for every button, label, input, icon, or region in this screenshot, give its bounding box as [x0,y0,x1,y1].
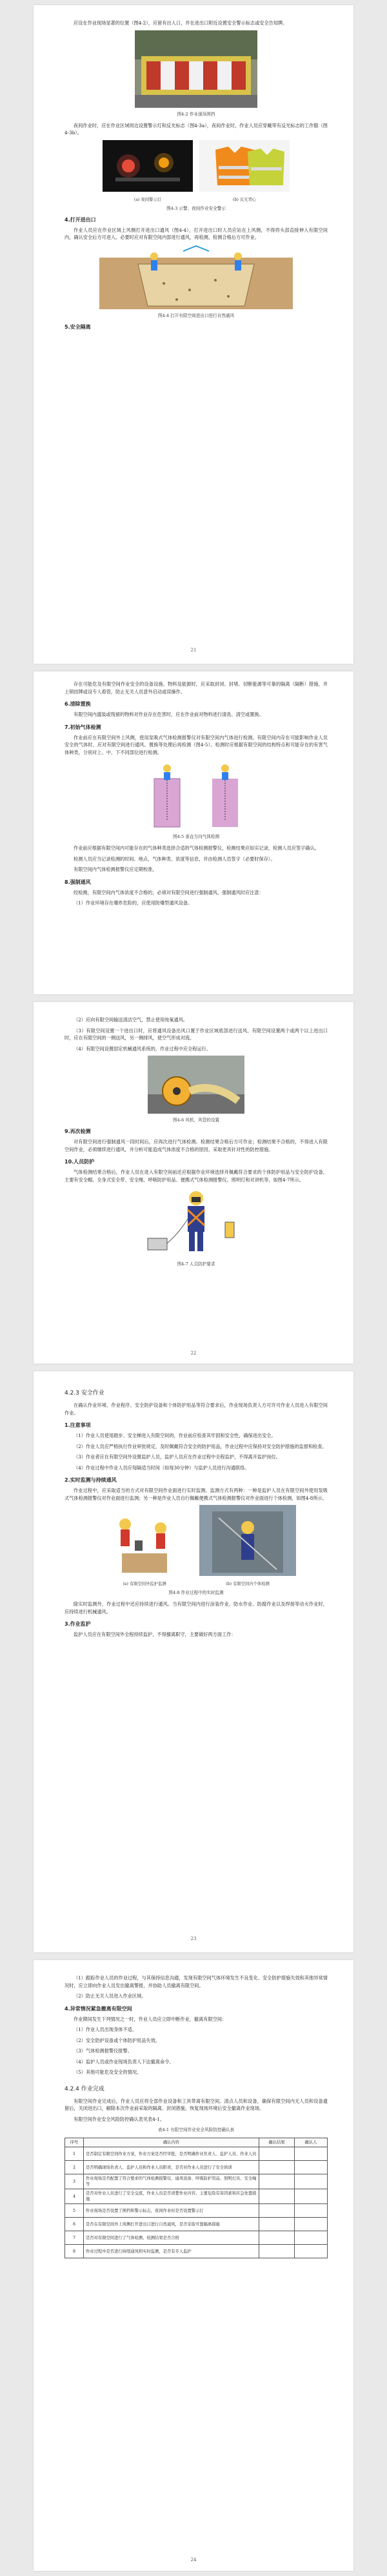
open-manhole-diagram [99,245,293,309]
table-header: 序号 [65,2138,84,2147]
table-cell: 2 [65,2161,84,2174]
paragraph: 有限空间内气体检测报警仪应定期校准， [74,866,157,872]
table-cell: 是否对作业人员进行了安全交底，作业人员是否清楚作业内容、主要危险有害因素和应急处置措施 [84,2189,259,2204]
outside-monitoring-illustration [96,1505,193,1576]
table-header: 确认结果 [259,2138,295,2147]
paragraph: （3）气体检测报警仪报警。 [74,2048,132,2054]
subfigure-label: (b) 反光背心 [232,197,257,202]
paragraph: 作业人员应在作业区域上风侧打开进出口通风（图4-4），打开进出口时人员应站在上风侧，不得将头部直接伸入有限空间内，确认安全后方可进入。必要时应对有限空间内部进行通风，再检测，检测合格后方可作业。 [64,227,328,240]
table-row [65,2189,328,2204]
table-cell[interactable] [295,2189,328,2204]
paragraph: （3）作业者应在有限空间外设置监护人员，监护人员应在作业过程中全程监护，不得离开监护岗位。 [74,1454,281,1460]
fan-duct-photo [148,1056,244,1114]
paragraph: （1）作业环境存在爆炸危险的，应使用防爆型通风设备。 [74,900,193,906]
subfigure-label: (a) 夜间警示灯 [134,197,162,202]
paragraph: （4）监护人员或作业现场负责人下达撤离命令。 [74,2058,174,2065]
paragraph: （2）应向有限空间输送清洁空气，禁止使用纯氧通风。 [74,1017,188,1023]
page-number: 21 [190,648,197,653]
table-cell: 3 [65,2174,84,2189]
paragraph: 夜间作业时，应在作业区域周边设置警示灯和反光标志（图4-3a），夜间作业时，作业人员应穿戴带有反光标志的工作服（图4-3b）。 [64,122,328,136]
page-4 [34,1960,353,2571]
page-1-continued [34,671,353,994]
table-cell: 是否对有限空间进行了气体检测，检测结果是否合格 [84,2231,259,2245]
confirmation-table [64,2138,328,2258]
table-cell: 1 [65,2147,84,2161]
figure-caption: 图4-8 作业过程中的实时监测 [168,1590,224,1595]
heading: 7.初始气体检测 [64,724,101,730]
table-cell[interactable] [259,2189,295,2204]
figure-gas-detection [64,759,328,830]
table-cell[interactable] [295,2204,328,2218]
paragraph: 监护人员应在有限空间外全程持续监护，不得擅离职守，主要做好两方面工作： [74,1631,236,1637]
table-cell: 作业过程中是否进行持续通风和实时监测，是否有专人监护 [84,2245,259,2258]
paragraph: （1）跟踪作业人员的作业过程，与其保持信息沟通，发现有限空间气体环境发生不良变化、安全防护措施失效和其他异常情况时，应立即向作业人员发出撤离警报，并协助人员撤离有限空间。 [64,1975,328,1988]
table-cell[interactable] [295,2161,328,2174]
vertical-gas-detection-illustration [141,759,251,830]
table-row [65,2147,328,2161]
heading: 5.安全隔离 [64,323,91,330]
table-cell: 是否制定有限空间作业方案，作业方案是否经审批，是否明确作业负责人、监护人员、作业人员 [84,2147,259,2161]
table-cell[interactable] [259,2204,295,2218]
table-cell: 8 [65,2245,84,2258]
paragraph: （1）作业人员出现身体不适。 [74,2027,137,2032]
heading: 4.打开进出口 [64,216,96,223]
reflective-vest-photo [199,140,290,192]
paragraph: 有限空间内盛装或残留的物料对作业存在危害时，应在作业前对物料进行清洗、清空或置换。 [74,711,264,717]
paragraph: （5）其他可能危及安全的情况。 [74,2069,142,2075]
figure-caption: 图4-3 示警、夜间作业安全警示 [166,205,226,211]
paragraph: 作业前应在有限空间外上风侧，使用泵吸式气体检测报警仪对有限空间内气体进行检测。有限空间内存在可能影响作业人员安全的气体时，应对有限空间进行通风、置换等处理后再检测（图4-5）。检测时应根据有限空间的结构特点和可能存在的有害气体种类，分别对上、中、下不同部位进行检测。 [64,734,328,755]
table-caption: 表4-1 有限空间作业安全风险防控确认表 [157,2127,235,2132]
warning-light-photo [103,140,193,192]
heading: 4.异常情况紧急撤离有限空间 [64,2005,132,2012]
table-cell[interactable] [259,2218,295,2231]
figure-ventilation [64,245,328,309]
page-number: 23 [190,1936,197,1941]
table-cell: 7 [65,2231,84,2245]
table-cell: 4 [65,2189,84,2204]
paragraph: （2）防止无关人员进入作业区域。 [74,1993,146,1999]
paragraph: 应设在作业现场显著的位置（图4-2），应留有出入口，并在进出口附近设置安全警示标志或安全告知牌。 [74,20,288,26]
table-row [65,2174,328,2189]
paragraph: （2）作业人员应严格执行作业审批规定，及时佩戴符合安全的防护用品，作业过程中应保持对安全防护措施的监督和检查。 [74,1443,327,1449]
table-row [65,2231,328,2245]
paragraph: （4）有限空间设置固定机械通风系统的，作业过程中应全程运行。 [74,1045,212,1052]
table-cell: 是否在有限空间外上风侧打开进出口进行自然通风，是否采取可靠隔离措施 [84,2218,259,2231]
paragraph: （2）安全防护设备或个体防护用品失效。 [74,2037,160,2043]
table-row [65,2245,328,2258]
table-cell[interactable] [259,2147,295,2161]
table-cell[interactable] [259,2161,295,2174]
paragraph: （4）作业过程中作业人员应每隔适当时间（如每30分钟）与监护人员进行沟通联络。 [74,1464,250,1471]
table-row [65,2161,328,2174]
table-row [65,2204,328,2218]
table-cell[interactable] [295,2245,328,2258]
table-row [65,2218,328,2231]
table-cell[interactable] [295,2218,328,2231]
heading: 8.强制通风 [64,879,91,885]
paragraph: 检测人员应当记录检测的时间、地点、气体种类、浓度等信息，并由检测人员签字（必要时保存）。 [74,855,275,862]
figure-caption: 图4-7 人员防护要求 [177,1262,215,1267]
table-cell: 作业现场是否设置了围挡和警示标志，夜间作业时是否设置警示灯 [84,2204,259,2218]
inside-monitoring-photo [199,1505,296,1576]
paragraph: 对有限空间进行强制通风一段时间后，应再次进行气体检测。检测结果合格后方可作业；检测结果不合格的，不得进入有限空间作业，必须继续进行通风，并分析可能造成气体浓度不合格的原因，采取更具针对性的防控措施。 [64,1139,328,1152]
figure-fence [64,30,328,108]
table-cell[interactable] [259,2245,295,2258]
paragraph: 气体检测结果合格后，作业人员在进入有限空间前还应根据作业环境选择并佩戴符合要求的个体防护用品与安全防护设备，主要有安全帽、全身式安全带、安全绳、呼吸防护用品、便携式气体检测报警仪、照明灯和对讲机等，如图4-7所示。 [64,1169,328,1183]
paragraph: 除实时监测外，作业过程中还应持续进行通风。当有限空间内进行涂装作业、防水作业、防腐作业以及焊接等动火作业时，应持续进行机械通风。 [64,1601,328,1615]
construction-fence-photo [135,30,257,108]
table-cell[interactable] [295,2174,328,2189]
paragraph: 存在可能危及有限空间作业安全的设备设施、物料及能源时，应采取封闭、封堵、切断能源等可靠的隔离（隔断）措施，并上锁挂牌或设专人看管，防止无关人员意外启动或误操作。 [64,681,328,695]
figure-monitoring [64,1505,328,1586]
paragraph: 作业过程中，应采取适当的方式对有限空间作业面进行实时监测。监测方式有两种：一种是监护人员在有限空间外使用泵吸式气体检测报警仪对作业面进行监测；另一种是作业人员自行佩戴便携式气体检测报警仪对作业面进行个体检测，如图4-8所示。 [64,1487,328,1501]
table-cell: 5 [65,2204,84,2218]
paragraph: 作业前应根据有限空间内可能存在的气体种类选择合适的气体检测报警仪，检测结果应如实记录，检测人员应签字确认。 [74,845,319,851]
table-cell[interactable] [259,2231,295,2245]
paragraph: （1）作业人员使用踏步、安全梯进入有限空间的，作业前应检查其牢固和安全性，确保进出安全。 [74,1433,276,1438]
figure-ppe [64,1187,328,1258]
figure-caption: 图4-2 作业现场围挡 [177,111,215,117]
figure-night [64,140,328,202]
figure-caption: 图4-6 风机、风管的设置 [172,1118,220,1123]
figure-fan [64,1056,328,1114]
page-3 [34,1371,353,1952]
page-2 [34,1002,353,1364]
paragraph: 有限空间作业安全风险防控确认表见表4-1。 [74,2116,164,2122]
heading: 9.再次检测 [64,1129,91,1134]
heading: 10.人员防护 [64,1159,95,1165]
figure-caption: 图4-4 打开有限空间进出口进行自然通风 [157,312,235,318]
subfigure-label: (a) 有限空间外监护监测 [123,1582,166,1586]
page-number: 22 [190,1351,197,1356]
paragraph: 经检测，有限空间内气体浓度不合格的，必须对有限空间进行强制通风。强制通风时应注意： [74,889,264,895]
section-title: 4.2.4 作业完成 [64,2085,104,2092]
heading: 6.清除置换 [64,701,91,707]
paragraph: 在确认作业环境、作业程序、安全防护设备和个体防护用品等符合要求后，作业现场负责人方可许可作业人员进入有限空间作业。 [64,1402,328,1416]
table-cell[interactable] [259,2174,295,2189]
heading: 2.实时监测与持续通风 [64,1477,117,1483]
paragraph: 作业期间发生下列情况之一时，作业人员应立即中断作业，撤离有限空间： [74,2016,227,2022]
subfigure-label: (b) 有限空间内个体检测 [226,1582,270,1586]
table-cell: 作业现场是否配置了符合要求的气体检测报警仪、通风设备、呼吸防护用品、照明灯具、安全绳等 [84,2174,259,2189]
table-cell[interactable] [295,2231,328,2245]
table-cell: 6 [65,2218,84,2231]
table-cell: 是否明确现场负责人、监护人员和作业人员职责，是否对作业人员进行了安全培训 [84,2161,259,2174]
table-cell[interactable] [295,2147,328,2161]
table-header-row [65,2138,328,2147]
figure-caption: 图4-5 垂直方向气体检测 [172,834,220,839]
page-number: 24 [190,2557,197,2562]
section-title: 4.2.3 安全作业 [64,1390,104,1396]
heading: 3.作业监护 [64,1621,91,1627]
personal-protection-illustration [135,1187,257,1258]
page-1 [34,5,353,664]
heading: 1.注意事项 [64,1422,91,1428]
paragraph: 有限空间作业完成后，作业人员应将全部作业设备和工具带离有限空间。清点人员和设备，确保有限空间内无人员和设备遗留后，关闭进出口，解除本次作业前采取的隔离、封闭措施，恢复现场环境后安全撤离作业现场。 [64,2098,328,2111]
table-header: 确认内容 [84,2138,259,2147]
paragraph: （3）有限空间设置一个进出口时，应将通风设备出风口置于作业区域底部进行送风。有限空间设置两个或两个以上进出口时，应在有限空间的一侧送风，另一侧排风，使空气形成对流。 [64,1027,328,1041]
table-header: 确认人 [295,2138,328,2147]
